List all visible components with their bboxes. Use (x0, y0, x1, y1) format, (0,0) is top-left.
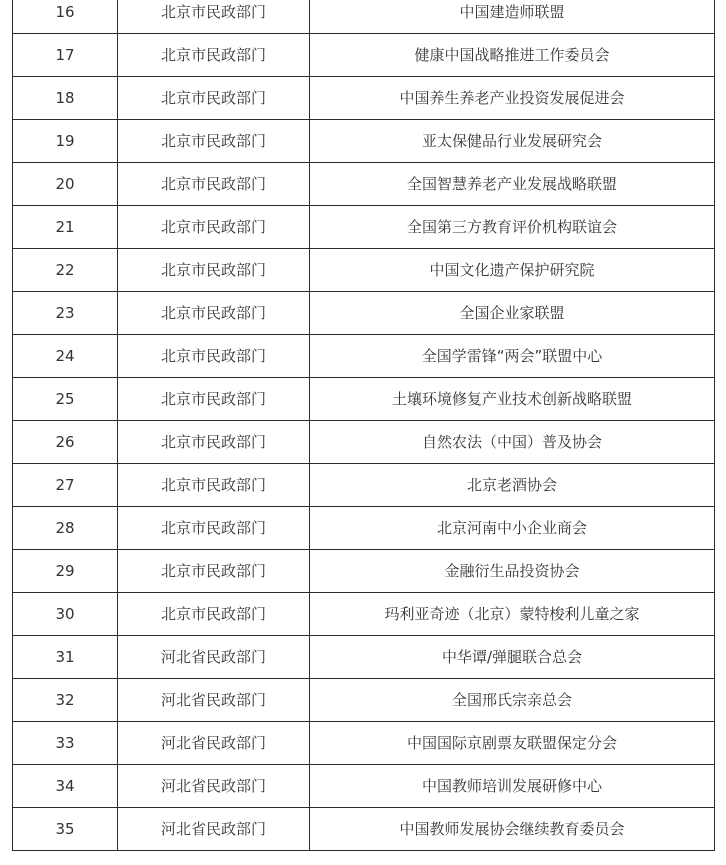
organization-name-cell: 中国教师培训发展研修中心 (310, 765, 715, 808)
department-cell: 北京市民政部门 (118, 378, 310, 421)
organization-name-cell: 全国第三方教育评价机构联谊会 (310, 206, 715, 249)
row-number-cell: 21 (13, 206, 118, 249)
organization-name-cell: 玛利亚奇迹（北京）蒙特梭利儿童之家 (310, 593, 715, 636)
department-cell: 北京市民政部门 (118, 120, 310, 163)
table-row (13, 550, 715, 593)
organization-name-cell: 全国邢氏宗亲总会 (310, 679, 715, 722)
row-number-cell: 31 (13, 636, 118, 679)
table-row (13, 34, 715, 77)
row-number-cell: 27 (13, 464, 118, 507)
table-row (13, 464, 715, 507)
department-cell: 北京市民政部门 (118, 77, 310, 120)
row-number-cell: 17 (13, 34, 118, 77)
row-number-cell: 33 (13, 722, 118, 765)
department-cell: 北京市民政部门 (118, 593, 310, 636)
table-row (13, 765, 715, 808)
row-number-cell: 29 (13, 550, 118, 593)
department-cell: 北京市民政部门 (118, 335, 310, 378)
department-cell: 北京市民政部门 (118, 34, 310, 77)
row-number-cell: 20 (13, 163, 118, 206)
organization-name-cell: 全国学雷锋“两会”联盟中心 (310, 335, 715, 378)
row-number-cell: 16 (13, 0, 118, 34)
organization-name-cell: 金融衍生品投资协会 (310, 550, 715, 593)
row-number-cell: 18 (13, 77, 118, 120)
row-number-cell: 26 (13, 421, 118, 464)
table-row (13, 722, 715, 765)
organization-name-cell: 中国文化遗产保护研究院 (310, 249, 715, 292)
row-number-cell: 30 (13, 593, 118, 636)
organization-name-cell: 中国教师发展协会继续教育委员会 (310, 808, 715, 851)
table-row (13, 77, 715, 120)
department-cell: 北京市民政部门 (118, 206, 310, 249)
department-cell: 河北省民政部门 (118, 679, 310, 722)
department-cell: 河北省民政部门 (118, 722, 310, 765)
department-cell: 河北省民政部门 (118, 636, 310, 679)
organization-name-cell: 土壤环境修复产业技术创新战略联盟 (310, 378, 715, 421)
department-cell: 北京市民政部门 (118, 464, 310, 507)
department-cell: 北京市民政部门 (118, 550, 310, 593)
department-cell: 北京市民政部门 (118, 421, 310, 464)
department-cell: 北京市民政部门 (118, 249, 310, 292)
table-row (13, 335, 715, 378)
organization-name-cell: 中国养生养老产业投资发展促进会 (310, 77, 715, 120)
table-row (13, 593, 715, 636)
organization-table-container (12, 0, 714, 851)
organization-table (12, 0, 715, 851)
table-row (13, 808, 715, 851)
organization-name-cell: 中国国际京剧票友联盟保定分会 (310, 722, 715, 765)
table-body (13, 0, 715, 851)
row-number-cell: 25 (13, 378, 118, 421)
table-row (13, 206, 715, 249)
row-number-cell: 24 (13, 335, 118, 378)
department-cell: 北京市民政部门 (118, 507, 310, 550)
department-cell: 河北省民政部门 (118, 808, 310, 851)
table-row (13, 421, 715, 464)
table-row (13, 679, 715, 722)
table-row (13, 249, 715, 292)
table-row (13, 292, 715, 335)
table-row (13, 120, 715, 163)
row-number-cell: 28 (13, 507, 118, 550)
row-number-cell: 34 (13, 765, 118, 808)
organization-name-cell: 中华谭/弹腿联合总会 (310, 636, 715, 679)
table-row (13, 0, 715, 34)
table-row (13, 378, 715, 421)
organization-name-cell: 北京老酒协会 (310, 464, 715, 507)
organization-name-cell: 全国企业家联盟 (310, 292, 715, 335)
row-number-cell: 23 (13, 292, 118, 335)
table-row (13, 636, 715, 679)
row-number-cell: 35 (13, 808, 118, 851)
department-cell: 河北省民政部门 (118, 765, 310, 808)
department-cell: 北京市民政部门 (118, 0, 310, 34)
organization-name-cell: 健康中国战略推进工作委员会 (310, 34, 715, 77)
organization-name-cell: 北京河南中小企业商会 (310, 507, 715, 550)
row-number-cell: 19 (13, 120, 118, 163)
table-row (13, 163, 715, 206)
organization-name-cell: 自然农法（中国）普及协会 (310, 421, 715, 464)
row-number-cell: 32 (13, 679, 118, 722)
organization-name-cell: 中国建造师联盟 (310, 0, 715, 34)
organization-name-cell: 全国智慧养老产业发展战略联盟 (310, 163, 715, 206)
table-row (13, 507, 715, 550)
row-number-cell: 22 (13, 249, 118, 292)
organization-name-cell: 亚太保健品行业发展研究会 (310, 120, 715, 163)
department-cell: 北京市民政部门 (118, 163, 310, 206)
department-cell: 北京市民政部门 (118, 292, 310, 335)
